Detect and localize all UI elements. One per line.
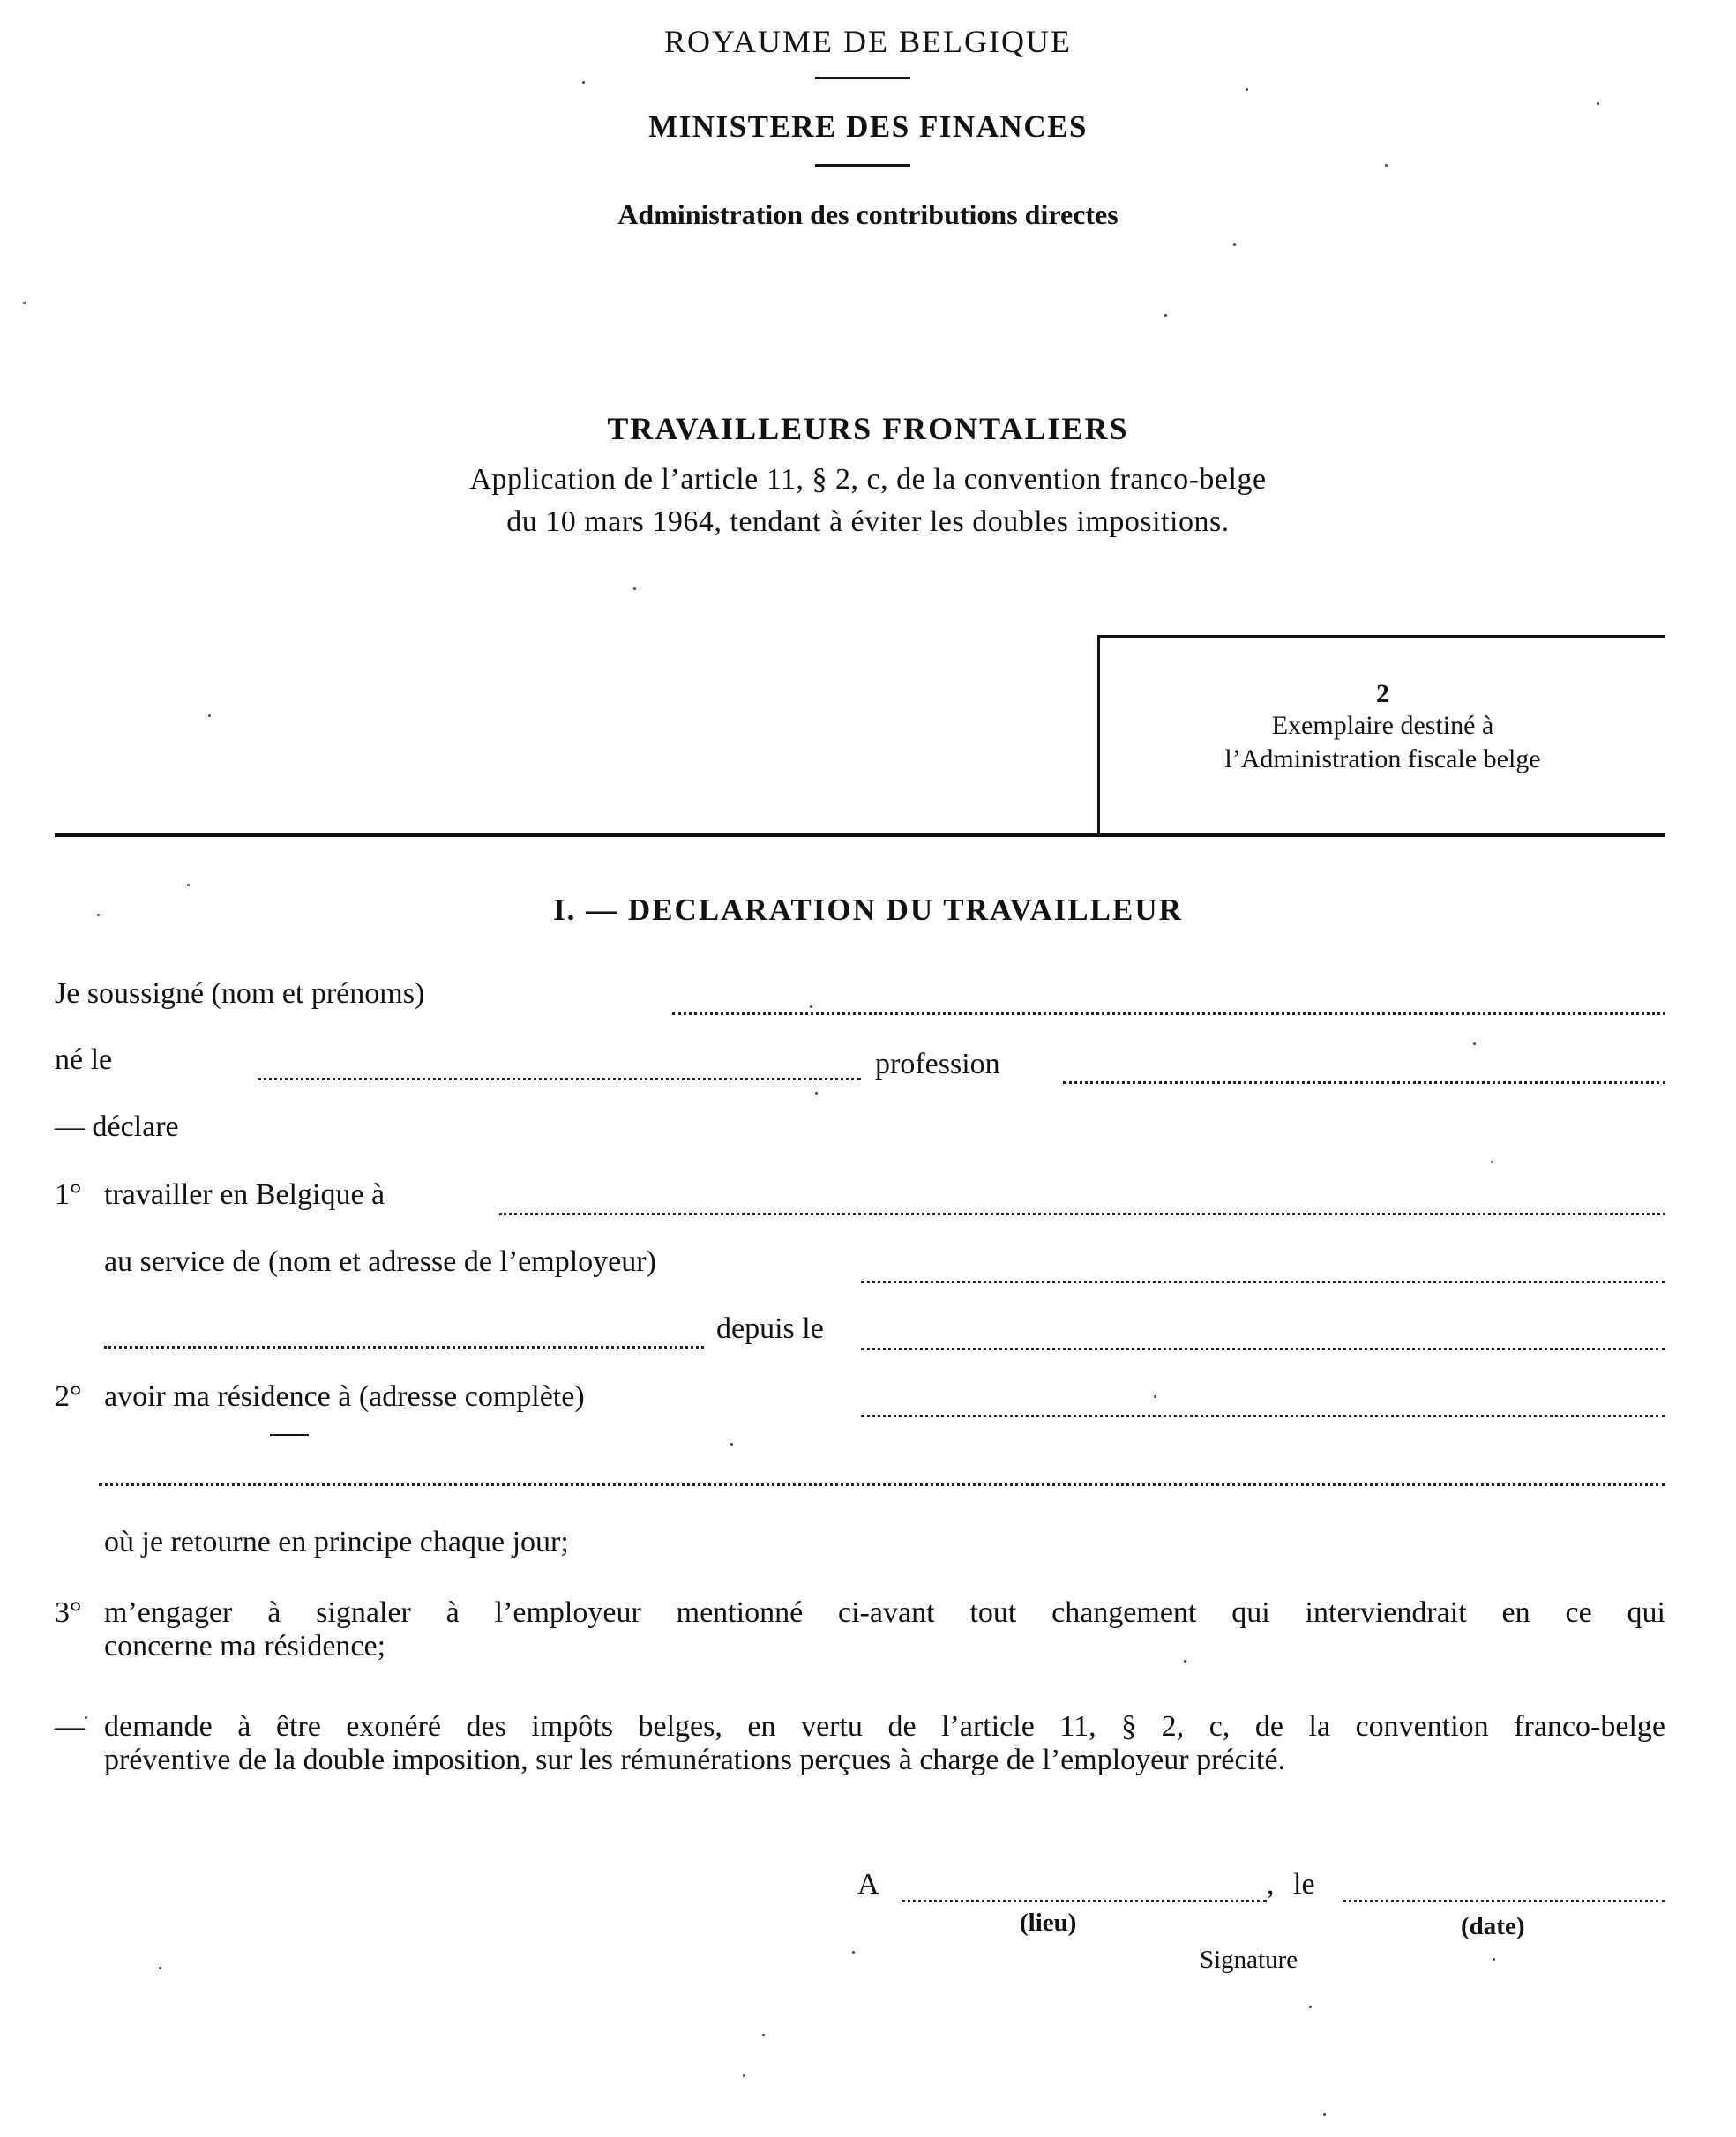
item1-number: 1°: [55, 1178, 82, 1211]
place-prefix-label: A: [857, 1868, 879, 1901]
scan-speck: [730, 1443, 733, 1446]
administration-heading: Administration des contributions directes: [617, 198, 1119, 230]
country-heading: ROYAUME DE BELGIQUE: [664, 24, 1072, 59]
name-label: Je soussigné (nom et prénoms): [55, 977, 425, 1010]
item3-line1: m’engager à signaler à l’employeur mentionné ci-avant tout changement qui interviendrait en ce qui: [104, 1596, 1665, 1629]
scan-speck: [852, 1951, 855, 1954]
daily-return-text: où je retourne en principe chaque jour;: [104, 1526, 569, 1558]
scan-speck: [582, 81, 585, 84]
scan-speck: [1309, 2006, 1312, 2008]
scan-speck: [1233, 243, 1236, 246]
header-divider: [815, 77, 910, 79]
scan-speck: [1491, 1161, 1493, 1163]
since-date-field[interactable]: [861, 1348, 1665, 1350]
scan-speck: [187, 884, 190, 886]
signature-label: Signature: [1200, 1946, 1298, 1974]
item3-number: 3°: [55, 1596, 82, 1629]
scan-speck: [159, 1967, 161, 1969]
scan-speck: [1164, 314, 1167, 317]
copy-destination-line1: Exemplaire destiné à: [1271, 711, 1494, 740]
form-subtitle-line1: Application de l’article 11, § 2, c, de la convention franco-belge: [469, 463, 1267, 496]
form-title: TRAVAILLEURS FRONTALIERS: [607, 411, 1129, 446]
request-line2: préventive de la double imposition, sur les rémunérations perçues à charge de l’employeur précité.: [104, 1744, 1286, 1776]
scan-speck: [97, 914, 100, 916]
place-field[interactable]: [902, 1900, 1267, 1902]
scan-speck: [1184, 1660, 1186, 1663]
item1-label: travailler en Belgique à: [104, 1178, 385, 1211]
item3-text: [104, 1596, 1665, 1663]
item2-label: avoir ma résidence à (adresse complète): [104, 1380, 585, 1413]
scan-speck: [85, 1716, 87, 1719]
residence-field-continued[interactable]: [99, 1483, 1665, 1486]
birth-date-field[interactable]: [258, 1078, 861, 1080]
header-divider: [815, 164, 910, 167]
residence-field[interactable]: [861, 1415, 1665, 1417]
born-label: né le: [55, 1043, 113, 1076]
declares-label: — déclare: [55, 1110, 179, 1143]
scan-mark: [270, 1434, 309, 1436]
scan-speck: [1323, 2113, 1326, 2116]
profession-label: profession: [875, 1048, 1000, 1080]
profession-field[interactable]: [1063, 1081, 1665, 1084]
employer-field[interactable]: [861, 1281, 1665, 1283]
copy-destination-line2: l’Administration fiscale belge: [1224, 744, 1541, 773]
scan-speck: [1473, 1042, 1476, 1045]
scan-speck: [633, 587, 636, 590]
request-line1: demande à être exonéré des impôts belges, en vertu de l’article 11, § 2, c, de la convention franco-belge: [104, 1710, 1665, 1743]
section-title: I. — DECLARATION DU TRAVAILLEUR: [553, 893, 1183, 927]
copy-number: 2: [1376, 679, 1389, 708]
request-text: [104, 1710, 1665, 1777]
ministry-heading: MINISTERE DES FINANCES: [648, 109, 1088, 144]
scan-speck: [1597, 102, 1599, 105]
employer-label: au service de (nom et adresse de l’employeur): [104, 1245, 656, 1278]
since-label: depuis le: [716, 1312, 824, 1345]
date-prefix-label: le: [1293, 1868, 1315, 1901]
scan-speck: [762, 2034, 765, 2036]
request-dash: —: [55, 1710, 85, 1743]
scan-speck: [23, 302, 26, 304]
section-divider: [55, 833, 1665, 837]
scan-speck: [1493, 1958, 1495, 1961]
item2-number: 2°: [55, 1380, 82, 1413]
form-subtitle-line2: du 10 mars 1964, tendant à éviter les doubles impositions.: [506, 505, 1230, 538]
date-field[interactable]: [1343, 1900, 1665, 1902]
scan-speck: [1154, 1395, 1156, 1398]
scan-speck: [810, 1005, 812, 1008]
employer-field-continued[interactable]: [104, 1346, 704, 1349]
scan-speck: [208, 714, 211, 717]
item3-line2: concerne ma résidence;: [104, 1630, 386, 1663]
copy-box-top-border: [1097, 635, 1665, 638]
scan-speck: [743, 2074, 745, 2077]
scan-speck: [815, 1092, 818, 1095]
work-place-field[interactable]: [499, 1213, 1665, 1215]
place-caption: (lieu): [1020, 1909, 1077, 1937]
date-caption: (date): [1461, 1912, 1525, 1940]
scan-speck: [1246, 88, 1248, 91]
place-comma: ,: [1267, 1868, 1275, 1901]
scan-speck: [1385, 164, 1388, 167]
name-field[interactable]: [672, 1012, 1665, 1015]
